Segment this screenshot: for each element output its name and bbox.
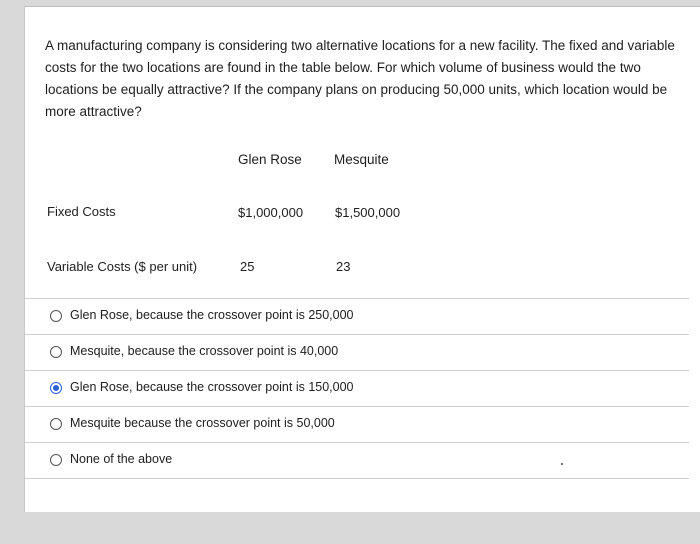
answer-option-label: Glen Rose, because the crossover point is 150,000 — [70, 380, 354, 394]
radio-button[interactable] — [50, 346, 62, 358]
answer-option-label: Glen Rose, because the crossover point is 250,000 — [70, 308, 354, 322]
question-text: A manufacturing company is considering two alternative locations for a new facility. The fixed and variable costs for the two locations are found in the table below. For which volume of business would the two locations be equally attractive? If the company plans on producing 50,000 units, which location would be more attractive? — [45, 38, 675, 119]
radio-button[interactable] — [50, 454, 62, 466]
answer-options — [25, 298, 689, 479]
answer-option-label: Mesquite, because the crossover point is 40,000 — [70, 344, 339, 358]
answer-option-label: Mesquite because the crossover point is 50,000 — [70, 416, 335, 430]
variable-costs-glen-rose: 25 — [240, 259, 255, 274]
row-label-variable-costs: Variable Costs ($ per unit) — [47, 259, 198, 274]
answer-option-5[interactable] — [25, 442, 689, 479]
question-card — [24, 6, 700, 512]
answer-option-label: None of the above — [70, 452, 173, 466]
radio-button-selected[interactable] — [50, 382, 62, 394]
column-header-mesquite: Mesquite — [334, 152, 389, 167]
variable-costs-mesquite: 23 — [336, 259, 351, 274]
fixed-costs-mesquite: $1,500,000 — [335, 205, 401, 220]
stray-dot — [561, 463, 563, 465]
answer-option-4[interactable] — [25, 406, 689, 442]
radio-button[interactable] — [50, 418, 62, 430]
answer-option-1[interactable] — [25, 298, 689, 334]
radio-button[interactable] — [50, 310, 62, 322]
answer-option-2[interactable] — [25, 334, 689, 370]
row-label-fixed-costs: Fixed Costs — [47, 204, 116, 219]
fixed-costs-glen-rose: $1,000,000 — [238, 205, 304, 220]
column-header-glen-rose: Glen Rose — [238, 152, 302, 167]
answer-option-3[interactable] — [25, 370, 689, 406]
